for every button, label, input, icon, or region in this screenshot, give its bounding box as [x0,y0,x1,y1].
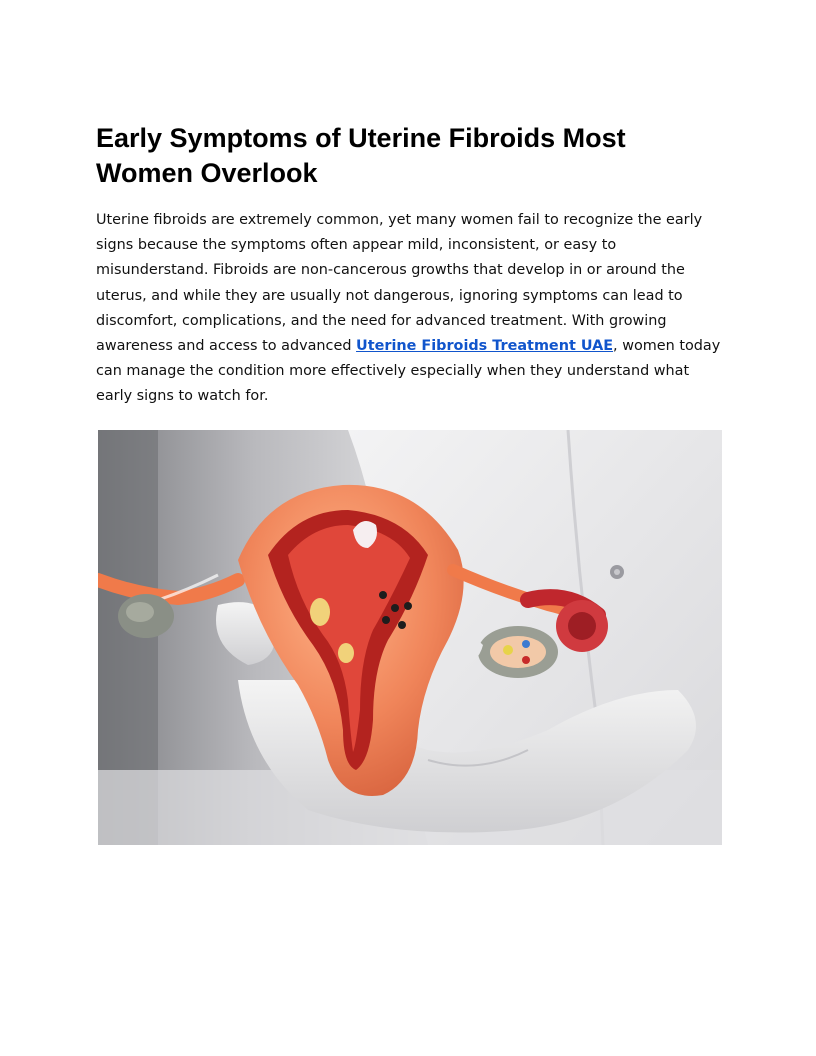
uterus-model-illustration [98,430,722,845]
intro-text-end: , women today can manage the condition more effectively especially when they understand what early signs to watch for. [96,338,721,405]
intro-paragraph [96,208,724,410]
uterus-model-photo [98,430,722,845]
intro-text-start: Uterine fibroids are extremely common, yet many women fail to recognize the early signs because the symptoms often appear mild, inconsistent, or easy to misunderstand. Fibroids are non-cancerous growths that develop in or around the uterus, and while they are usually not dangerous, ignoring symptoms can lead to discomfort, complications, and the need for advanced treatment. With growing awareness and access to advanced [96,212,703,355]
uterine-fibroids-treatment-link[interactable]: Uterine Fibroids Treatment UAE [356,338,614,355]
page-title: Early Symptoms of Uterine Fibroids Most Women Overlook [96,123,626,188]
